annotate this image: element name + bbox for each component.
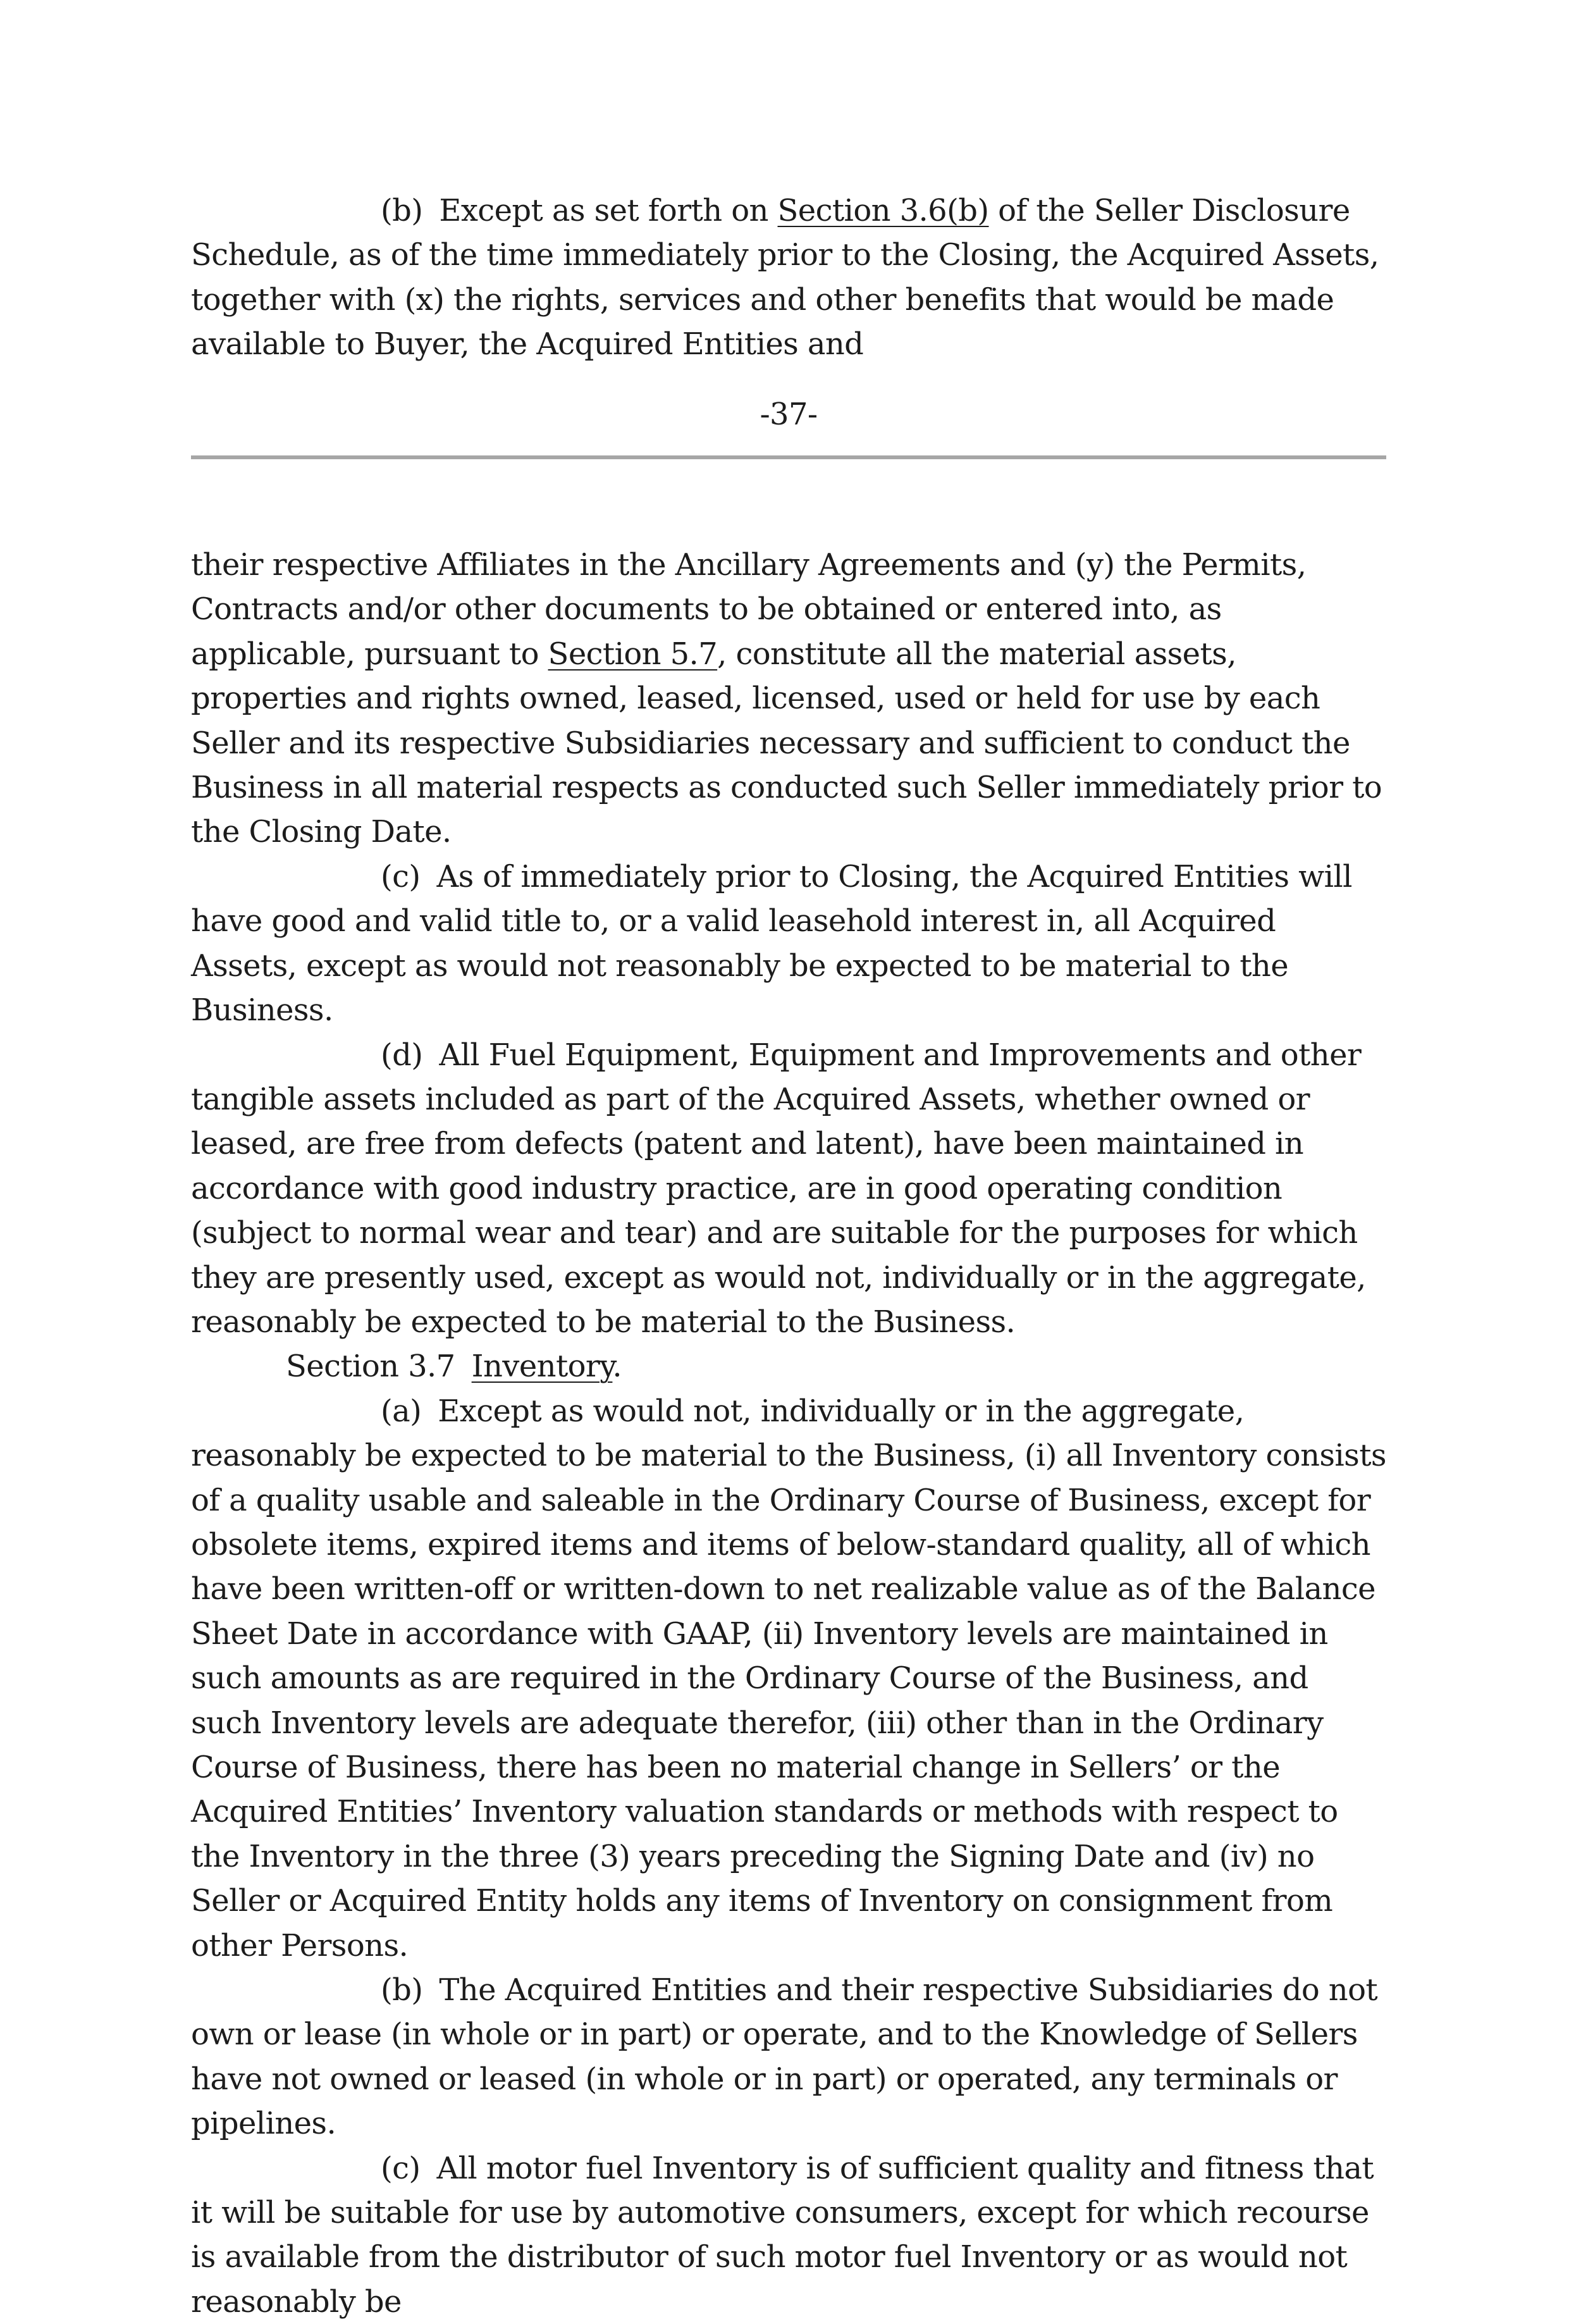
paragraph-3-6-b — [191, 189, 1386, 367]
clause-text: All motor fuel Inventory is of sufficient quality and fitness that it will be suitable for use by automotive consumers, except for which recourse is available from the distributor of such motor fuel Inventory or as would not reasonably be — [191, 2150, 1374, 2320]
paragraph-3-7-c — [191, 2146, 1386, 2324]
clause-label: (a) — [381, 1393, 422, 1429]
clause-label: (d) — [381, 1037, 423, 1073]
clause-label: (c) — [381, 2150, 421, 2186]
section-reference-link: Section 5.7 — [548, 636, 718, 672]
clause-text: Except as set forth on — [439, 193, 778, 228]
paragraph-continued — [191, 543, 1386, 855]
clause-text: , constitute all the material assets, properties and rights owned, leased, licensed, used or held for use by each Seller and its respective Subsidiaries necessary and sufficient to conduct the Business in all material respects as conducted such Seller immediately prior to the Closing Date. — [191, 636, 1382, 850]
document-body — [191, 189, 1386, 2324]
clause-text: As of immediately prior to Closing, the Acquired Entities will have good and valid title to, or a valid leasehold interest in, all Acquired Assets, except as would not reasonably be expected to be material to the Business. — [191, 858, 1352, 1029]
paragraph-3-7-b — [191, 1968, 1386, 2146]
section-number: Section 3.7 — [286, 1349, 455, 1385]
clause-label: (c) — [381, 858, 421, 894]
clause-label: (b) — [381, 193, 423, 228]
clause-text: All Fuel Equipment, Equipment and Improvements and other tangible assets included as part of the Acquired Assets, whether owned or leased, are free from defects (patent and latent), have been maintained in accordance with good industry practice, are in good operating condition (subject to normal wear and tear) and are suitable for the purposes for which they are presently used, except as would not, individually or in the aggregate, reasonably be expected to be material to the Business. — [191, 1037, 1366, 1340]
paragraph-3-6-d — [191, 1033, 1386, 1345]
paragraph-3-7-a — [191, 1389, 1386, 1968]
clause-text: of the Seller Disclosure Schedule, as of the time immediately prior to the Closing, the Acquired Assets, together with (x) the rights, services and other benefits that would be made available to Buyer, the Acquired Entities and — [191, 193, 1379, 362]
section-title-period: . — [612, 1349, 622, 1385]
section-reference-link: Section 3.6(b) — [777, 193, 989, 228]
page-number: -37- — [760, 396, 818, 432]
clause-text: The Acquired Entities and their respective Subsidiaries do not own or lease (in whole or in part) or operate, and to the Knowledge of Sellers have not owned or leased (in whole or in part) or operated, any terminals or pipelines. — [191, 1972, 1378, 2142]
clause-text: Except as would not, individually or in the aggregate, reasonably be expected to be material to the Business, (i) all Inventory consists of a quality usable and saleable in the Ordinary Course of Business, except for obsolete items, expired items and items of below-standard quality, all of which have been written-off or written-down to net realizable value as of the Balance Sheet Date in accordance with GAAP, (ii) Inventory levels are maintained in such amounts as are required in the Ordinary Course of the Business, and such Inventory levels are adequate therefor, (iii) other than in the Ordinary Course of Business, there has been no material change in Sellers’ or the Acquired Entities’ Inventory valuation standards or methods with respect to the Inventory in the three (3) years preceding the Signing Date and (iv) no Seller or Acquired Entity holds any items of Inventory on consignment from other Persons. — [191, 1393, 1386, 1963]
section-title: Inventory — [471, 1349, 613, 1385]
clause-text: their respective Affiliates in the Ancillary Agreements and (y) the Permits, Contracts and/or other documents to be obtained or entered into, as applicable, pursuant to — [191, 547, 1307, 672]
paragraph-3-6-c — [191, 855, 1386, 1033]
page-break-divider — [191, 455, 1386, 459]
clause-label: (b) — [381, 1972, 423, 2008]
section-heading-3-7 — [191, 1344, 1386, 1388]
